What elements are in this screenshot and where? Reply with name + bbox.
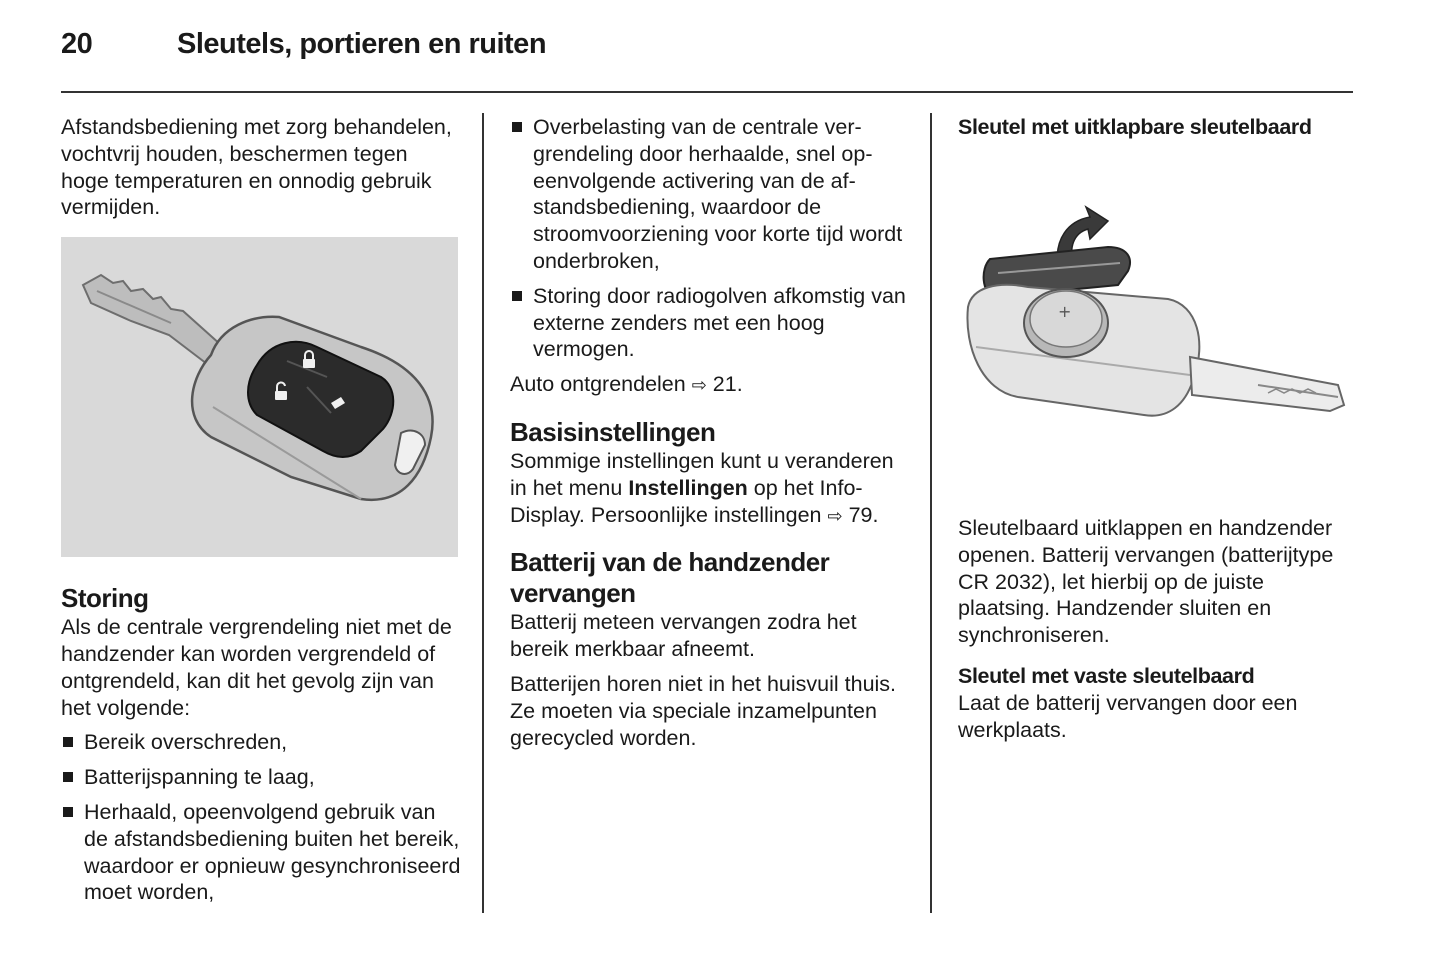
basis-paragraph: Sommige instellingen kunt u veranderen in het menu Instellingen op het Info-Display. Persoonlijke instellingen ⇨ 79. [510, 448, 894, 527]
foldkey-heading: Sleutel met uitklapbare sleutelbaard [958, 115, 1312, 139]
xref-arrow-icon: ⇨ [827, 505, 843, 526]
basis-heading: Basisinstellingen [510, 416, 716, 447]
storing-heading: Storing [61, 583, 149, 614]
xref-text: Auto ontgrendelen [510, 372, 686, 397]
column-divider-1 [482, 113, 484, 913]
xref-unlock-car [510, 371, 910, 399]
page-header [61, 28, 1353, 68]
chapter-title: Sleutels, portieren en ruiten [177, 28, 547, 60]
xref-page: 21. [712, 372, 743, 397]
svg-text:+: + [1058, 302, 1072, 321]
xref-arrow-icon: ⇨ [691, 375, 707, 396]
list-item: Bereik overschreden, [61, 729, 461, 756]
page-number: 20 [61, 28, 93, 60]
foldkey-paragraph: Sleutelbaard uitklappen en handzender openen. Batterij vervangen (batterijtype CR 2032), let hierbij op de juiste plaatsing. Handzender sluiten en synchroniseren. [958, 516, 1334, 648]
intro-paragraph: Afstandsbediening met zorg behandelen, vochtvrij houden, beschermen tegen hoge temperaturen en onnodig gebruik vermijden. [61, 115, 452, 220]
column-divider-2 [930, 113, 932, 913]
column-2 [510, 114, 910, 759]
list-item: Herhaald, opeenvolgend gebruik van de afstandsbediening buiten het bereik, waardoor er opnieuw gesynchroniseerd moet worden, [61, 799, 461, 906]
battery-paragraph-2: Batterijen horen niet in het huisvuil thuis. Ze moeten via speciale inzamelpunten gerecycled worden. [510, 671, 897, 750]
column-1 [61, 114, 461, 914]
remote-key-illustration [61, 237, 458, 557]
menu-name: Instellingen [628, 475, 748, 500]
storing-paragraph: Als de centrale vergrendeling niet met de handzender kan worden vergrendeld of ontgrendeld, kan dit het gevolg zijn van het volgende: [61, 615, 452, 720]
battery-paragraph-1: Batterij meteen vervangen zodra het bereik merkbaar afneemt. [510, 610, 857, 662]
list-item: Batterijspanning te laag, [61, 764, 461, 791]
xref-page: 79. [848, 502, 879, 527]
storing-bullet-list [61, 729, 461, 906]
battery-heading: Batterij van de handzender vervangen [510, 547, 830, 609]
fixedkey-paragraph: Laat de batterij vervangen door een werkplaats. [958, 690, 1298, 742]
battery-replacement-illustration [958, 147, 1354, 507]
storing-bullet-list-continued [510, 114, 910, 363]
fixedkey-heading: Sleutel met vaste sleutelbaard [958, 663, 1255, 688]
header-rule [61, 91, 1353, 93]
list-item: Storing door radiogolven afkomstig van externe zenders met een hoog vermogen. [510, 283, 910, 363]
column-3 [958, 114, 1354, 752]
list-item: Overbelasting van de centrale vergrendeling door herhaalde, snel opeenvolgende activering van de afstandsbediening, waardoor de stroomvoorziening voor korte tijd wordt onderbroken, [510, 114, 910, 275]
